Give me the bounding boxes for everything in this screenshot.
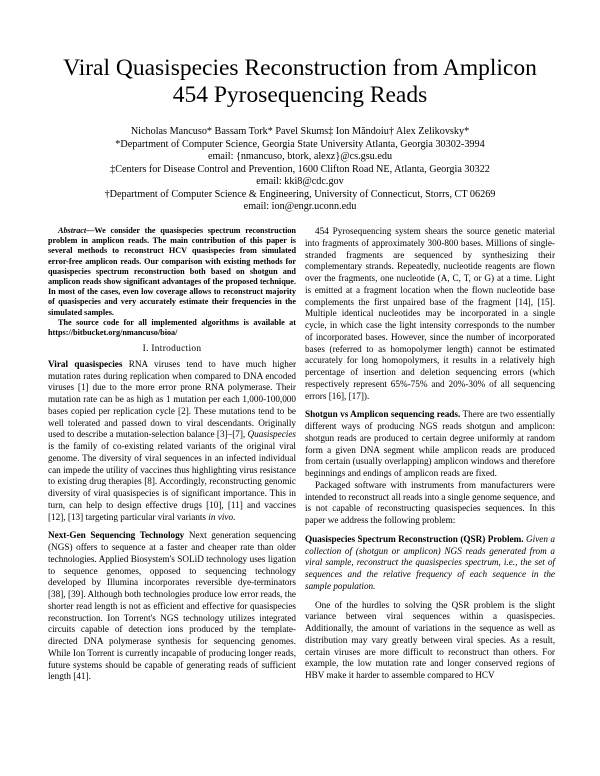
- affiliation-gsu: *Department of Computer Science, Georgia State University Atlanta, Georgia 30302-3994: [115, 138, 485, 150]
- abstract-lead: Abstract: [58, 226, 87, 235]
- text-shotgun-vs-amplicon: There are two essentially different ways of producing NGS reads shotgun and amplicon: shotgun reads are produced to certain degree uniformly at random form a given DNA segment while amplicon reads are produced from certain (usually overlapping) amplicon windows and therefore beginnings and endings of amplicon reads are fixed.: [305, 409, 555, 478]
- intro-paragraph-quasispecies: [48, 359, 296, 524]
- intro-italic-in-vivo: in vivo: [208, 511, 234, 522]
- problem-body: Given a collection of (shotgun or amplicon) NGS reads generated from a viral sample, reconstruct the quasispecies spectrum, i.e., the set of sequences and the relative frequency of each sequence in the sample population.: [305, 533, 556, 591]
- intro-text-ngs: Next generation sequencing (NGS) offers to sequence at a faster and cheaper rate than older technologies. Applied Biosystem's SOLiD technology uses ligation to sequence genomes, opposed to sequencing technology developed by Illumina incorporates reversible dye-terminators [38], [39]. Although both technologies produce low error reads, the shorter read length is not as efficient and effective for quasispecies reconstruction. Ion Torrent's NGS technology utilizes integrated circuits capable of detection ions produced by the template-directed DNA polymerase synthesis for sequencing genomes. While Ion Torrent is currently incapable of producing longer reads, future systems should be capable of generating reads of sufficient length [41].: [48, 530, 296, 682]
- intro-lead-ngs: Next-Gen Sequencing Technology: [48, 530, 185, 541]
- problem-heading: Quasispecies Spectrum Reconstruction (QSR) Problem.: [305, 533, 524, 544]
- intro-text-a: RNA viruses tend to have much higher mutation rates during replication when compared to DNA encoded viruses [1] due to the more error prone RNA polymerase. Their mutation rate can be as high as 1 mutation per each 1,000-100,000 bases copied per replication cycle [2]. These mutations tend to be well tolerated and passed down to viral descendants. Originally used to describe a mutation-selection balance [3]–[7],: [48, 358, 297, 440]
- abstract: [48, 226, 296, 318]
- intro-text-c: .: [233, 511, 236, 522]
- affiliation-uconn: †Department of Computer Science & Engineering, University of Connecticut, Storrs, CT 06269: [104, 188, 496, 200]
- paragraph-454-pyrosequencing: 454 Pyrosequencing system shears the source genetic material into fragments of approximately 300-800 bases. Millions of single-stranded fragments are sequenced by synthesizing their complementary strands. Repeatedly, nucleotide reagents are flown over the fragments, one nucleotide (A, C, T, or G) at a time. Light is emitted at a fragment location when the flown nucleotide base complements the first unpaired base of the fragment [14], [15]. Multiple identical nucleotides may be incorporated in a single cycle, in which case the light intensity corresponds to the number of incorporated bases. However, since the number of incorporated bases (referred to as homopolymer length) cannot be estimated accurately for long homopolymers, it results in a relatively high percentage of insertion and deletion sequencing errors (which respectively represent 65%-75% and 20%-30% of all sequencing errors [16], [17]).: [305, 226, 555, 401]
- email-uconn: email: ion@engr.uconn.edu: [243, 201, 357, 212]
- email-cdc: email: kki8@cdc.gov: [256, 176, 344, 187]
- abstract-text: We consider the quasispecies spectrum reconstruction problem in amplicon reads. The main contribution of this paper is several methods to reconstruct HCV quasispecies from simulated error-free amplicon reads. Our comparison with existing methods for quasispecies spectrum reconstruction both based on shotgun and amplicon reads show significant advantages of the proposed technique. In most of the cases, even low coverage allows to reconstruct majority of quasispecies and very accurately estimate their frequencies in the simulated samples.: [48, 226, 296, 317]
- title-line-2: 454 Pyrosequencing Reads: [172, 82, 428, 108]
- paragraph-qsr-hurdles: One of the hurdles to solving the QSR problem is the slight variance between viral sequences within a quasispecies. Additionally, the amount of variations in the sequence as well as distribution may vary greatly between viral species. As a result, certain viruses are more difficult to reconstruct than others. For example, the low mutation rate and longer conserved regions of HBV make it harder to assemble compared to HCV: [305, 599, 555, 680]
- title-line-1: Viral Quasispecies Reconstruction from Amplicon: [63, 55, 537, 81]
- abstract-dash: —: [86, 226, 95, 235]
- intro-italic-quasispecies: Quasispecies: [247, 429, 296, 440]
- right-column: [305, 226, 555, 682]
- section-heading-introduction: I. Introduction: [142, 344, 202, 355]
- affiliation-cdc: ‡Centers for Disease Control and Prevention, 1600 Clifton Road NE, Atlanta, Georgia 30322: [110, 163, 490, 175]
- intro-lead-quasispecies: Viral quasispecies: [48, 358, 123, 369]
- problem-statement: [305, 534, 555, 593]
- paper-title: [20, 55, 580, 109]
- intro-text-b: is the family of co-existing related variants of the original viral genome. The diversity of viral sequences in an infected individual can impede the utility of vaccines thus highlighting virus resistance to existing drug therapies [8]. Accordingly, reconstructing genomic diversity of viral quasispecies is of significant importance. This in turn, can help to design effective drugs [10], [11] and vaccines [12], [13] targeting particular viral variants: [48, 441, 296, 522]
- left-column: [48, 226, 296, 683]
- author-block: [20, 126, 580, 214]
- author-names: Nicholas Mancuso* Bassam Tork* Pavel Skums‡ Ion Măndoiu† Alex Zelikovsky*: [130, 126, 470, 137]
- intro-paragraph-ngs: [48, 530, 296, 683]
- lead-shotgun-vs-amplicon: Shotgun vs Amplicon sequencing reads.: [305, 409, 461, 420]
- paragraph-packaged-software: Packaged software with instruments from manufacturers were intended to reconstruct all reads into a single genome sequence, and is not capable of reconstructing quasispecies sequences. In this paper we address the following problem:: [305, 479, 555, 525]
- abstract-source-code: The source code for all implemented algorithms is available at https://bitbucket.org/nmancuso/bioa/: [48, 317, 296, 338]
- paragraph-shotgun-vs-amplicon: [305, 409, 555, 480]
- email-gsu: email: {nmancuso, btork, alexz}@cs.gsu.edu: [207, 151, 393, 162]
